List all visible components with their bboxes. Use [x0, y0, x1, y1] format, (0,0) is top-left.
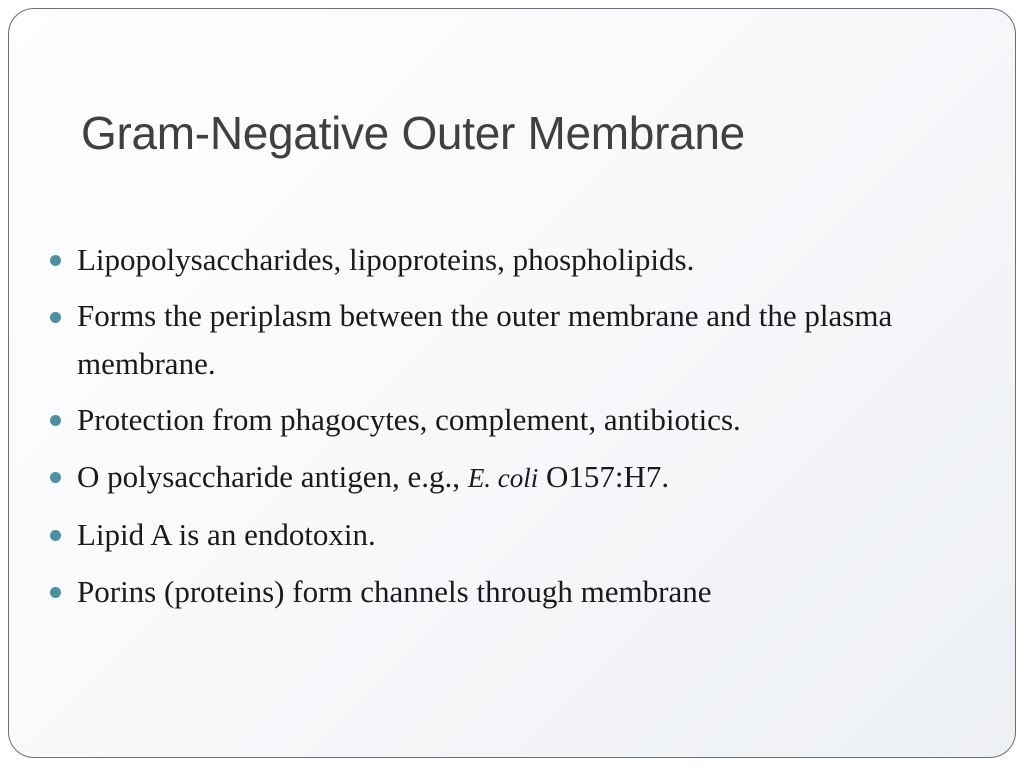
bullet-text: Lipid A is an endotoxin. [77, 517, 376, 552]
bullet-dot-icon [50, 587, 61, 598]
slide-title: Gram-Negative Outer Membrane [81, 107, 745, 159]
bullet-dot-icon [50, 255, 61, 266]
bullet-text: Porins (proteins) form channels through membrane [77, 574, 712, 609]
bullet-item [47, 395, 977, 445]
bullet-list [47, 235, 977, 624]
bullet-text-before: O polysaccharide antigen, e.g., [77, 459, 468, 494]
slide [8, 8, 1016, 758]
bullet-text-after: O157:H7. [538, 459, 670, 494]
bullet-text-italic: E. coli [467, 463, 539, 493]
bullet-item [47, 567, 977, 617]
bullet-text: Protection from phagocytes, complement, antibiotics. [77, 402, 741, 437]
bullet-dot-icon [50, 472, 61, 483]
bullet-item [47, 235, 977, 285]
bullet-item [47, 452, 977, 503]
bullet-dot-icon [50, 530, 61, 541]
bullet-dot-icon [50, 415, 61, 426]
bullet-item [47, 292, 977, 388]
bullet-item [47, 510, 977, 560]
bullet-text: Forms the periplasm between the outer membrane and the plasma membrane. [77, 298, 893, 381]
bullet-text: Lipopolysaccharides, lipoproteins, phospholipids. [77, 242, 695, 277]
bullet-dot-icon [50, 312, 61, 323]
